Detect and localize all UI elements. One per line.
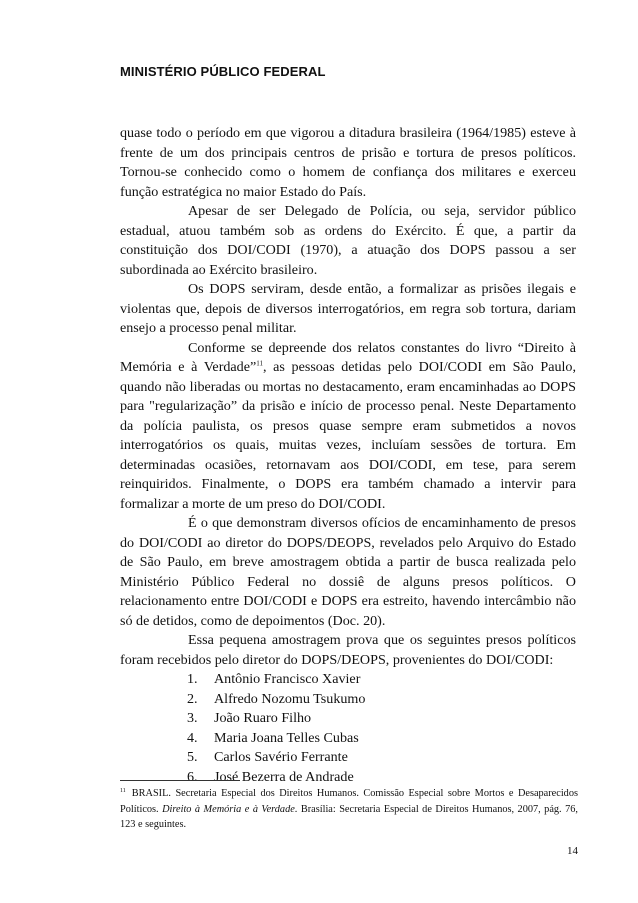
list-item-number: 1. [187,671,198,687]
list-item [187,670,576,690]
list-item-name: Alfredo Nozomu Tsukumo [214,690,366,707]
footnote [120,786,578,833]
footnote-reference[interactable]: 11 [256,359,263,368]
list-item [187,768,576,788]
list-item-number: 5. [187,749,198,765]
paragraph-2: Apesar de ser Delegado de Polícia, ou seja, servidor público estadual, atuou também sob as ordens do Exército. É que, a partir da constituição dos DOI/CODI (1970), a atuação dos DOPS passou a ser subordinada ao Exército brasileiro. [120,203,576,278]
list-item-name: Maria Joana Telles Cubas [214,729,359,746]
footnote-text-1: BRASIL. Secretaria Especial dos Direitos Humanos. Comissão Especial sobre Mortos e Desaparecidos Políticos. [120,788,578,815]
list-item-name: João Ruaro Filho [214,710,312,726]
list-item-number: 2. [187,690,198,707]
body-text [120,124,576,787]
list-item-name: Carlos Savério Ferrante [214,749,348,765]
list-item-number: 4. [187,729,198,746]
paragraph-5: É o que demonstram diversos ofícios de encaminhamento de presos do DOI/CODI ao diretor do DOPS/DEOPS, revelados pelo Arquivo do Estado de São Paulo, em breve amostragem obtida a partir de busca realizada pelo Ministério Público Federal no dossiê de alguns presos políticos. O relacionamento entre DOI/CODI e DOPS era estreito, havendo intercâmbio não só de detidos, como de depoimentos (Doc. 20). [120,515,576,629]
footnote-text-2: . Brasília: Secretaria Especial de Direitos Humanos, 2007, pág. 76, 123 e seguintes. [120,803,578,830]
list-item [187,709,576,729]
footnote-divider [120,780,240,781]
list-item-name: Antônio Francisco Xavier [214,671,361,687]
prisoner-list [187,670,576,787]
list-item [187,729,576,749]
page-header-title: MINISTÉRIO PÚBLICO FEDERAL [120,64,326,79]
list-item-name: José Bezerra de Andrade [214,768,354,785]
list-item [187,690,576,710]
footnote-book-title: Direito à Memória e à Verdade [162,803,295,815]
paragraph-6: Essa pequena amostragem prova que os seguintes presos políticos foram recebidos pelo diretor do DOPS/DEOPS, provenientes do DOI/CODI: [120,632,576,668]
footnote-marker: 11 [120,787,126,794]
paragraph-4 [120,339,576,515]
paragraph-3: Os DOPS serviram, desde então, a formalizar as prisões ilegais e violentas que, depois de diversos interrogatórios, em regra sob tortura, dariam ensejo a processo penal militar. [120,281,576,336]
paragraph-1: quase todo o período em que vigorou a ditadura brasileira (1964/1985) esteve à frente de um dos principais centros de prisão e tortura de presos políticos. Tornou-se conhecido como o homem de confiança dos militares e exerceu função estratégica no maior Estado do País. [120,125,576,200]
list-item-number: 6. [187,768,198,785]
list-item [187,748,576,768]
paragraph-4-part-1: Conforme se depreende dos relatos constantes do livro “Direito à Memória e à Verdade” [120,339,576,375]
paragraph-4-part-2: , as pessoas detidas pelo DOI/CODI em São Paulo, quando não liberadas ou mortas no destacamento, eram encaminhadas ao DOPS para "regularização” da prisão e início de processo penal. Neste Departamento da polícia paulista, os presos quase sempre eram submetidos a novos interrogatórios os quais, muitas vezes, incluíam sessões de tortura. Em determinadas ocasiões, retornavam aos DOI/CODI, em tese, para serem reinquiridos. Finalmente, o DOPS era também chamado a intervir para formalizar a morte de um preso do DOI/CODI. [120,359,576,512]
list-item-number: 3. [187,710,198,726]
page-number: 14 [567,845,578,857]
